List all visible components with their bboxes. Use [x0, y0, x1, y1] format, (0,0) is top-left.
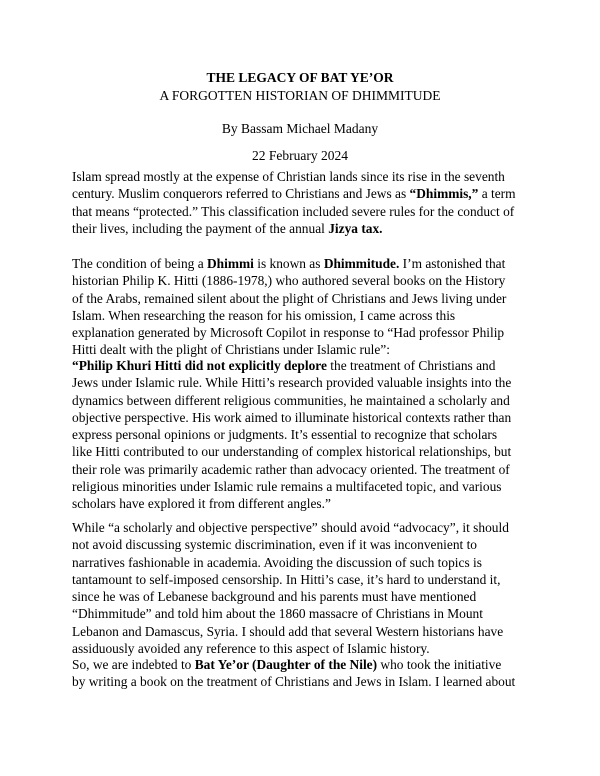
term-jizya-tax: Jizya tax.	[328, 220, 383, 236]
text-line: assiduously avoided any reference to this aspect of Islamic history.	[72, 641, 430, 657]
quote-lead-bold: “Philip Khuri Hitti did not explicitly deplore	[72, 358, 327, 373]
text-line: Lebanon and Damascus, Syria. I should add that several Western historians have	[72, 623, 504, 639]
text-line: their lives, including the payment of the annual Jizya tax.	[72, 220, 383, 236]
text-line: Islam spread mostly at the expense of Christian lands since its rise in the seventh	[72, 169, 505, 184]
text-line: “Dhimmitude” and told him about the 1860 massacre of Christians in Mount	[72, 606, 483, 622]
text-line: objective perspective. His work aimed to illuminate historical contexts rather than	[72, 409, 512, 425]
text-line: “Philip Khuri Hitti did not explicitly deplore the treatment of Christians and	[72, 358, 496, 373]
text-line: Islam. When researching the reason for his omission, I came across this	[72, 307, 456, 323]
text-line: The condition of being a Dhimmi is known as Dhimmitude. I’m astonished that	[72, 256, 506, 271]
text-line: narratives fashionable in academia. Avoiding the discussion of such topics is	[72, 554, 482, 570]
text-line: tantamount to self-imposed censorship. In Hitti’s case, it’s hard to understand it,	[72, 571, 501, 587]
author-byline: By Bassam Michael Madany	[221, 121, 379, 136]
document-title: THE LEGACY OF BAT YE’OR	[206, 70, 394, 85]
text-line: dynamics between different religious communities, he maintained a scholarly and	[72, 392, 510, 408]
text-line: scholars have explored it from different angles.”	[72, 496, 331, 512]
text-line: by writing a book on the treatment of Christians and Jews in Islam. I learned about	[72, 674, 516, 690]
text-line: religious minorities under Islamic rule remains a multifaceted topic, and various	[72, 479, 502, 495]
text-line: While “a scholarly and objective perspective” should avoid “advocacy”, it should	[72, 520, 509, 535]
document-subtitle: A FORGOTTEN HISTORIAN OF DHIMMITUDE	[159, 88, 441, 103]
paragraph-dhimmitude	[72, 255, 534, 359]
term-dhimmi: Dhimmi	[207, 256, 254, 271]
text-line: like Hitti contributed to our understanding of complex historical relationships, but	[72, 444, 512, 460]
text-line: Hitti dealt with the plight of Christians under Islamic rule”:	[72, 342, 390, 358]
text-line: express personal opinions or judgments. It’s essential to recognize that scholars	[72, 427, 498, 443]
text-line: explanation generated by Microsoft Copilot in response to “Had professor Philip	[72, 325, 505, 341]
term-dhimmitude: Dhimmitude.	[323, 256, 400, 271]
paragraph-copilot-quote	[72, 357, 534, 513]
paragraph-commentary	[72, 519, 534, 657]
text-line: Jews under Islamic rule. While Hitti’s research provided valuable insights into the	[72, 375, 512, 391]
text-line: their role was primarily academic rather than advocacy oriented. The treatment of	[72, 461, 510, 477]
text-line: not avoid discussing systemic discrimination, even if it was inconvenient to	[72, 537, 478, 553]
text-line: historian Philip K. Hitti (1886-1978,) who authored several books on the History	[72, 273, 506, 289]
term-dhimmis: “Dhimmis,”	[409, 186, 479, 202]
text-line: of the Arabs, remained silent about the plight of Christians and Jews living under	[72, 290, 507, 306]
text-line: So, we are indebted to Bat Ye’or (Daughter of the Nile) who took the initiative	[72, 657, 502, 672]
term-bat-yeor: Bat Ye’or (Daughter of the Nile)	[194, 657, 378, 672]
text-line: that means “protected.” This classification included severe rules for the conduct of	[72, 203, 515, 219]
publication-date: 22 February 2024	[252, 148, 348, 163]
paragraph-intro	[72, 168, 534, 237]
text-line: century. Muslim conquerors referred to Christians and Jews as “Dhimmis,” a term	[72, 186, 516, 202]
paragraph-bat-yeor	[72, 656, 534, 691]
text-line: since he was of Lebanese background and his parents must have mentioned	[72, 589, 477, 605]
